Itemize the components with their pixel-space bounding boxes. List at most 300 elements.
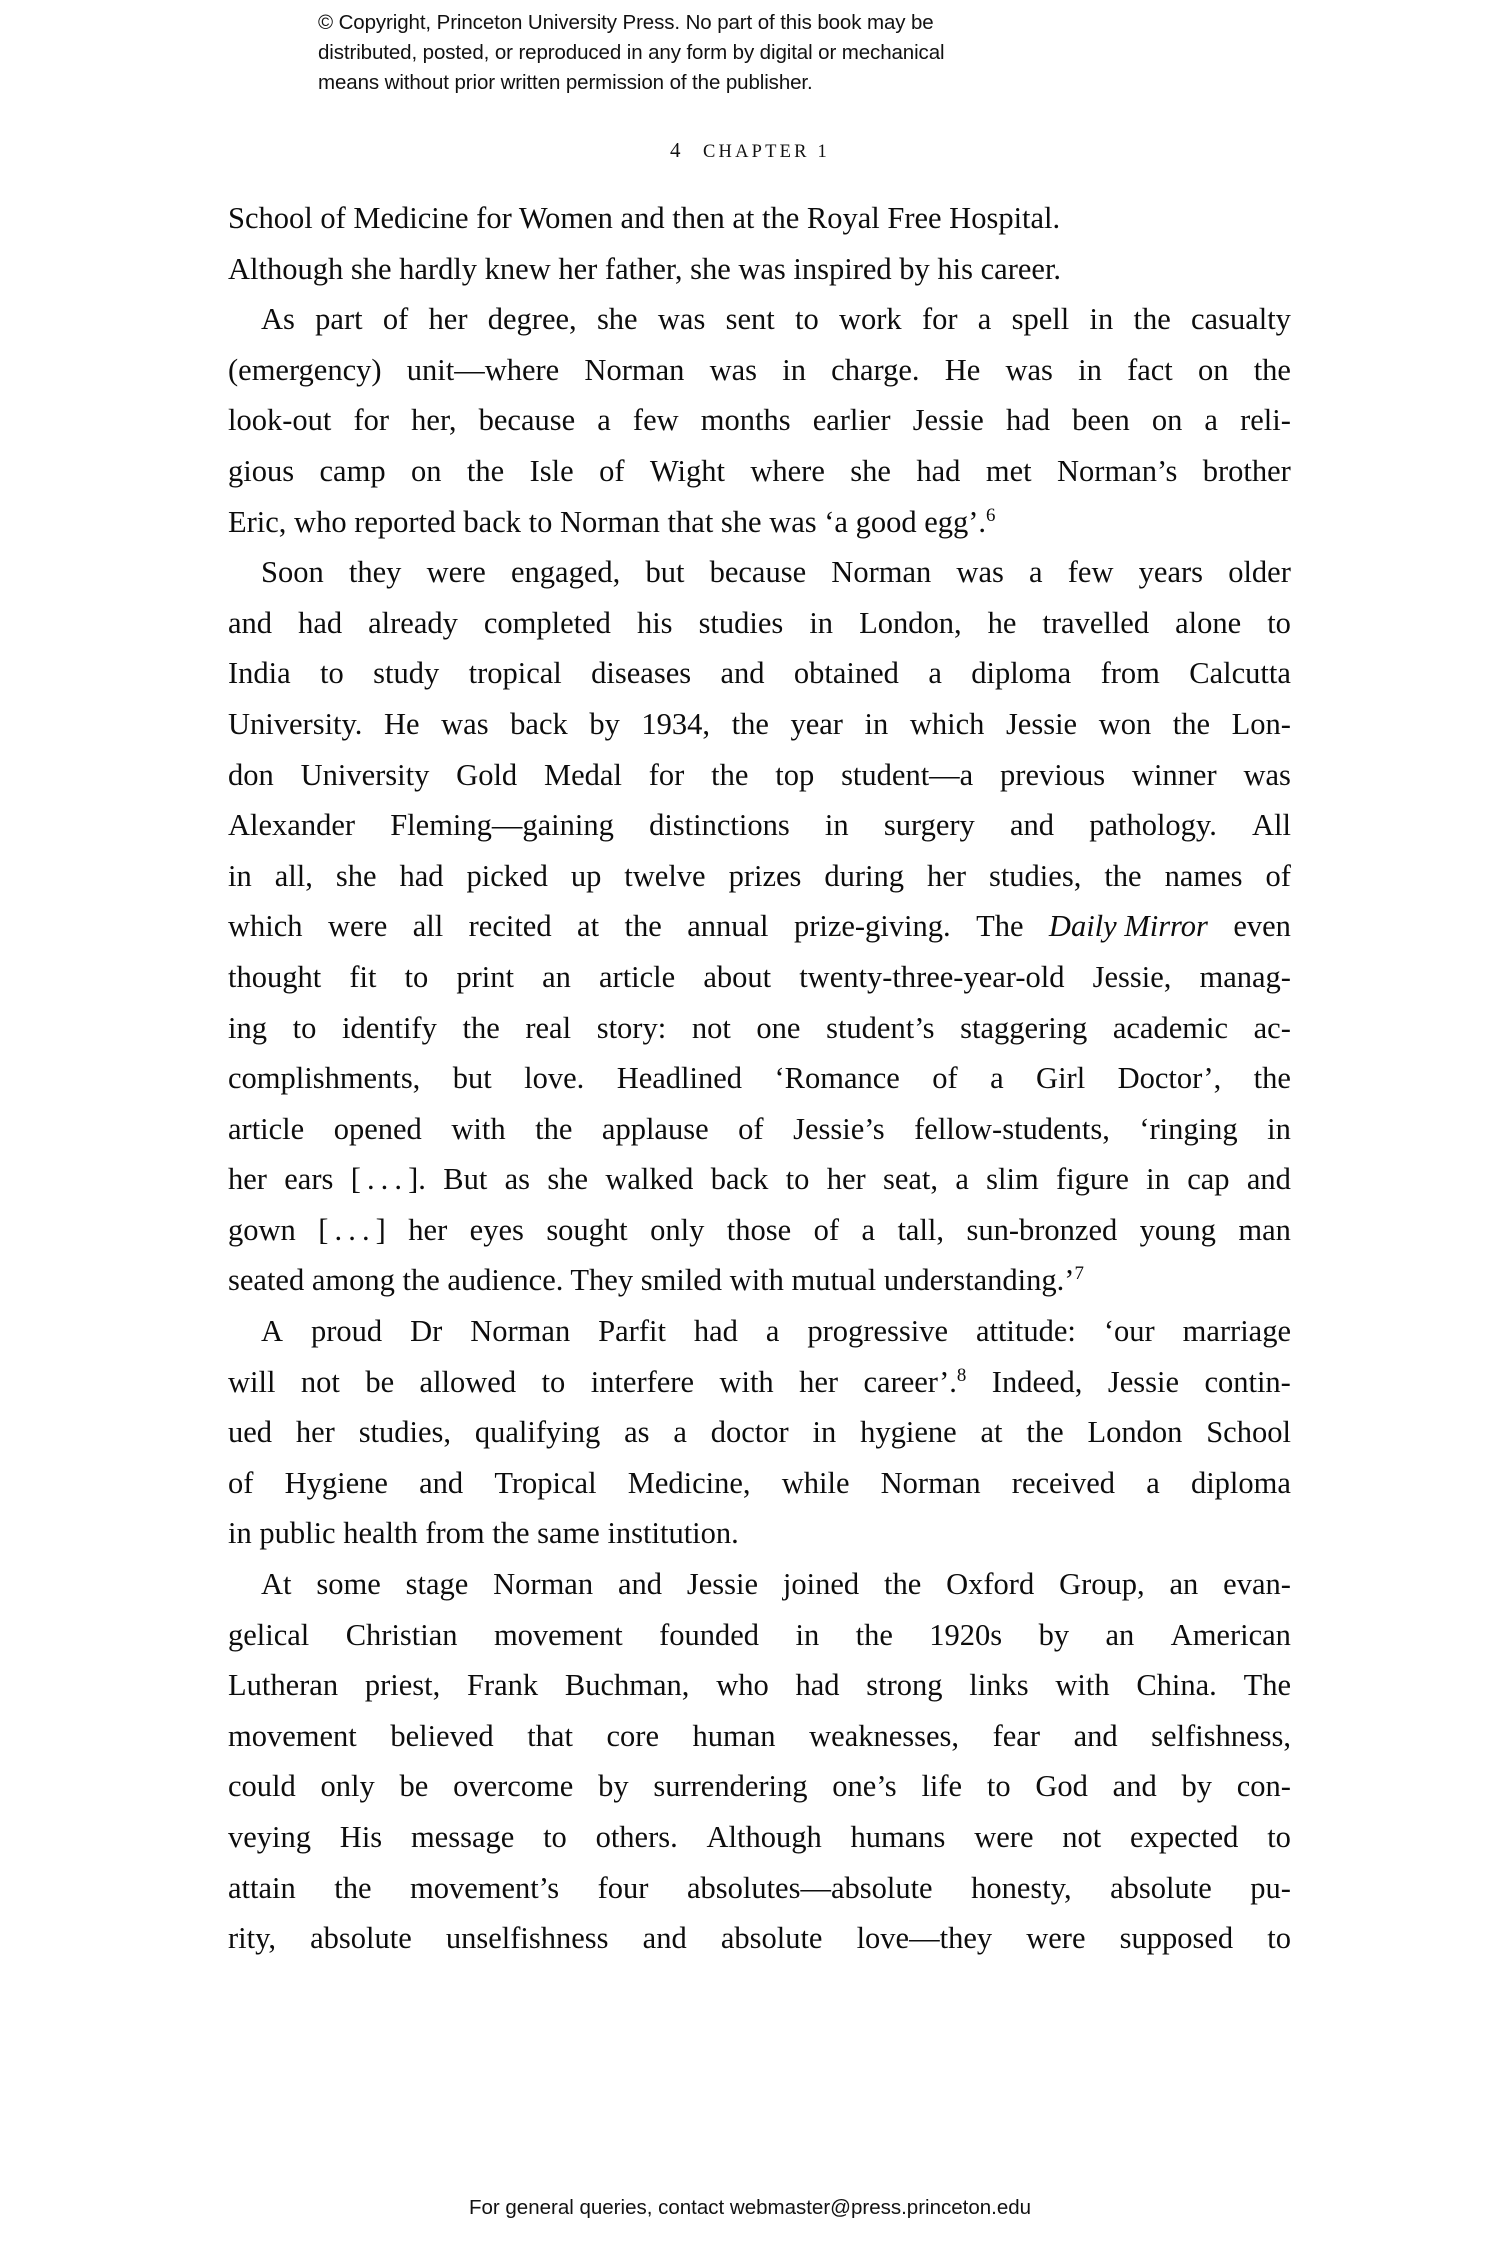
text-run: Jessie (1005, 706, 1078, 741)
text-run: were (426, 555, 486, 590)
text-run: prizes (728, 858, 802, 893)
text-run: unit—where (406, 352, 560, 387)
text-run: Frank (466, 1668, 539, 1703)
text-run: they (348, 555, 402, 590)
text-run: Although (706, 1820, 822, 1854)
text-run: from (1100, 656, 1160, 691)
text-run: twelve (624, 858, 706, 893)
text-run: as (504, 1162, 531, 1197)
text-run: already (368, 605, 458, 640)
text-run: Indeed, (991, 1364, 1083, 1399)
text-run: Lutheran (228, 1668, 339, 1703)
text-run: the (1026, 1415, 1064, 1450)
text-line (228, 699, 1291, 750)
text-run: had (693, 1314, 738, 1349)
text-run: Norman (831, 555, 932, 590)
text-run: Norman (493, 1567, 594, 1602)
text-run: complishments, (228, 1061, 421, 1096)
text-line (228, 1003, 1291, 1054)
text-run: by (1038, 1617, 1070, 1652)
text-run: for (648, 757, 685, 792)
copyright-line-3: means without prior written permission of the publisher. (318, 71, 813, 94)
text-run: 1934, (641, 706, 711, 741)
text-run: slim (986, 1162, 1039, 1197)
footnote-marker: 6 (986, 504, 996, 526)
text-run: the (1133, 302, 1171, 337)
text-run: some (316, 1567, 381, 1602)
text-run: Jessie (912, 403, 984, 438)
text-line: Although she hardly knew her father, she was inspired by his career. (228, 251, 1062, 286)
text-run: print (456, 959, 514, 994)
text-run: proud (310, 1314, 383, 1349)
text-run: not (300, 1364, 340, 1399)
text-run: annual (687, 909, 769, 944)
text-run: her (826, 1162, 866, 1197)
text-run: Jessie (686, 1567, 759, 1602)
text-run: his (636, 605, 673, 640)
text-run: Group, (1059, 1567, 1145, 1602)
text-run: University. (228, 706, 363, 741)
text-run: older (1228, 555, 1291, 590)
text-run: a (928, 656, 942, 691)
text-line (228, 1053, 1291, 1104)
text-run: message (410, 1820, 515, 1854)
text-run: had (916, 453, 961, 488)
text-run: of (738, 1111, 764, 1146)
text-run: ing (228, 1010, 267, 1045)
text-run: in (809, 605, 834, 640)
text-run: Headlined (616, 1061, 743, 1096)
text-run: he (987, 605, 1017, 640)
text-run: completed (483, 605, 611, 640)
text-run: recited (468, 909, 552, 944)
text-line (228, 1154, 1291, 1205)
text-run: But (443, 1162, 488, 1197)
text-run: an (1105, 1617, 1135, 1652)
text-run: ‘ringing (1139, 1111, 1238, 1146)
text-run: the (1172, 706, 1211, 741)
text-run: and (1246, 1162, 1291, 1197)
text-run: and (720, 656, 765, 691)
text-run: to (1267, 1820, 1291, 1854)
text-run: opened (333, 1111, 422, 1146)
text-run: few (632, 403, 679, 438)
text-run: back (510, 706, 568, 741)
text-run: founded (659, 1617, 760, 1652)
text-run: she (547, 1162, 589, 1197)
text-run: one (756, 1010, 801, 1045)
text-run: fact (1127, 352, 1173, 387)
text-run: of (813, 1212, 840, 1247)
text-run: as (624, 1415, 650, 1450)
text-run: evan- (1223, 1567, 1291, 1602)
text-run: core (606, 1718, 659, 1753)
text-run: work (838, 302, 902, 337)
footnote-marker: 7 (1074, 1263, 1084, 1285)
text-run: He (383, 706, 420, 741)
text-run: qualifying (474, 1415, 601, 1450)
text-run: and (1112, 1769, 1157, 1804)
text-run: others. (595, 1820, 678, 1854)
text-run: London, (859, 605, 962, 640)
text-run: doctor (710, 1415, 789, 1450)
text-run: absolute (720, 1921, 823, 1956)
text-run: she (850, 453, 891, 488)
text-line (228, 1357, 1291, 1408)
text-run: not (691, 1010, 731, 1045)
text-run: absolute (310, 1921, 412, 1956)
text-run: All (1252, 808, 1291, 843)
text-run: attitude: (975, 1314, 1076, 1349)
text-run: interfere (590, 1364, 694, 1399)
text-run: while (781, 1465, 850, 1500)
text-run: of (932, 1061, 958, 1096)
text-run: brother (1202, 453, 1291, 488)
text-run: stage (405, 1567, 469, 1602)
text-run: Fleming—gaining (390, 808, 614, 843)
text-run: contin- (1204, 1364, 1291, 1399)
text-run (1049, 901, 1208, 952)
text-run: in (228, 858, 252, 893)
text-run: only (650, 1212, 705, 1247)
text-run: to (320, 656, 344, 691)
text-run: in (812, 1415, 837, 1450)
text-line (228, 1761, 1291, 1812)
text-run: was (956, 555, 1004, 590)
text-run: all, (274, 858, 313, 893)
text-run: to (541, 1364, 566, 1399)
text-run: won (1098, 706, 1152, 741)
text-line (228, 1407, 1291, 1458)
text-run: to (292, 1010, 317, 1045)
text-run: gelical (228, 1617, 310, 1652)
text-run: studies, (358, 1415, 452, 1450)
text-run: about (703, 959, 772, 994)
text-run: was (657, 302, 706, 337)
text-run: but (645, 555, 685, 590)
text-run: for (353, 403, 390, 438)
text-run: a (955, 1162, 969, 1197)
text-run: had (298, 605, 343, 640)
text-run: the (334, 1870, 372, 1905)
text-run: the (731, 706, 769, 741)
text-run: the (624, 909, 662, 944)
text-run: the (1253, 1061, 1291, 1096)
text-run: surgery (883, 808, 975, 843)
text-run: con- (1236, 1769, 1291, 1804)
text-run: the (535, 1111, 573, 1146)
text-run: overcome (453, 1769, 574, 1804)
text-run: with (719, 1364, 774, 1399)
text-run: was (709, 352, 758, 387)
text-run: A (261, 1314, 284, 1349)
text-run: academic (1112, 1010, 1228, 1045)
page-footer: For general queries, contact webmaster@press.princeton.edu (468, 2196, 1032, 2219)
text-run: At (261, 1567, 292, 1602)
text-run: and (228, 605, 273, 640)
text-run: her (799, 1364, 839, 1399)
text-run: sun-bronzed (966, 1212, 1118, 1247)
text-run: in (1146, 1162, 1170, 1197)
text-run: joined (782, 1567, 860, 1602)
text-run: in (795, 1617, 820, 1652)
text-run: Jessie (1107, 1364, 1179, 1399)
text-run: applause (601, 1111, 709, 1146)
text-run: studies, (988, 858, 1082, 893)
text-run: love—they (856, 1921, 993, 1956)
text-run: by (1181, 1769, 1212, 1804)
text-run: her (408, 1212, 448, 1247)
text-run: hygiene (860, 1415, 957, 1450)
text-run: ears (284, 1162, 334, 1197)
text-run: back (710, 1162, 769, 1197)
text-run: fit (349, 959, 377, 994)
text-run: had (795, 1668, 840, 1703)
text-run: Hygiene (284, 1465, 388, 1500)
text-run: winner (1131, 757, 1217, 792)
text-run: links (969, 1668, 1029, 1703)
text-run: Oxford (946, 1567, 1035, 1602)
text-run: four (597, 1870, 649, 1905)
text-run: few (1067, 555, 1114, 590)
text-line: School of Medicine for Women and then at the Royal Free Hospital. (228, 201, 1061, 235)
text-run: her, (411, 403, 457, 438)
text-run: expected (1130, 1820, 1239, 1854)
text-run: engaged, (511, 555, 621, 590)
text-run: ac- (1253, 1010, 1291, 1045)
text-run: received (1011, 1465, 1116, 1500)
text-line (228, 1104, 1291, 1155)
text-run: and (1009, 808, 1054, 843)
text-run: be (365, 1364, 395, 1399)
text-run: Gold (456, 757, 518, 792)
text-run: progressive (807, 1314, 948, 1349)
text-line (228, 1660, 1291, 1711)
text-run: Lon- (1231, 706, 1291, 741)
text-run: earlier (812, 403, 891, 438)
text-run: of (1265, 858, 1291, 893)
text-run: picked (466, 858, 548, 893)
text-run: reli- (1240, 403, 1291, 438)
text-run: humans (850, 1820, 946, 1854)
text-run: School (1206, 1415, 1291, 1450)
text-line (228, 1913, 1291, 1964)
text-run: those (726, 1212, 792, 1247)
text-run: Isle (529, 453, 574, 488)
text-run: were (1026, 1921, 1086, 1956)
text-run: ‘our (1103, 1314, 1155, 1349)
text-run: China. (1136, 1668, 1217, 1703)
chapter-title: CHAPTER 1 (703, 142, 830, 162)
text-run: her (927, 858, 966, 893)
text-run: of (382, 302, 409, 337)
text-run: weaknesses, (809, 1718, 960, 1753)
text-run: student’s (826, 1010, 935, 1045)
text-run: Christian (345, 1617, 458, 1652)
text-run: The (1243, 1668, 1291, 1703)
text-run: distinctions (649, 808, 790, 843)
text-run: on (411, 453, 442, 488)
text-run: real (525, 1010, 572, 1045)
text-run: alone (1175, 605, 1242, 640)
text-run: article (228, 1111, 305, 1146)
text-run: London (1087, 1415, 1183, 1450)
text-run: Tropical (494, 1465, 597, 1500)
text-run: with (1055, 1668, 1110, 1703)
text-run: camp (319, 453, 386, 488)
text-run: ued (228, 1415, 273, 1450)
text-run: a (1029, 555, 1043, 590)
text-run: study (373, 656, 440, 691)
text-run: story: (596, 1010, 667, 1045)
text-run: a (597, 403, 611, 438)
text-run: studies (698, 605, 784, 640)
text-run: a (1204, 403, 1218, 438)
text-run: but (452, 1061, 492, 1096)
text-run: one’s (832, 1769, 897, 1804)
text-run: to (986, 1769, 1011, 1804)
text-run: which (228, 909, 303, 944)
text-run: an (542, 959, 571, 994)
text-run: and (642, 1921, 687, 1956)
text-run: life (921, 1769, 963, 1804)
text-run: Norman’s (1057, 453, 1178, 488)
text-run: was (1243, 757, 1291, 792)
text-line (228, 1306, 1291, 1357)
text-run: to (543, 1820, 567, 1854)
text-run: because (709, 555, 807, 590)
text-run: her (428, 302, 468, 337)
text-run: attain (228, 1870, 296, 1905)
running-head (0, 138, 1500, 163)
text-line (228, 750, 1291, 801)
text-run: movement’s (410, 1870, 560, 1905)
text-run: Calcutta (1189, 656, 1291, 691)
text-run: veying (228, 1820, 312, 1854)
text-run: for (921, 302, 958, 337)
text-run: cap (1187, 1162, 1230, 1197)
text-run: God (1035, 1769, 1088, 1804)
text-run: fellow-students, (914, 1111, 1110, 1146)
text-run: in (824, 808, 849, 843)
text-run: in (1089, 302, 1114, 337)
text-run: pathology. (1089, 808, 1217, 843)
text-run: an (1169, 1567, 1199, 1602)
text-line: in public health from the same institution. (228, 1516, 739, 1551)
text-run: year (790, 706, 843, 741)
text-line (228, 952, 1291, 1003)
text-run: the (884, 1567, 922, 1602)
text-run: to (404, 959, 429, 994)
text-line (228, 1205, 1291, 1256)
text-run: by (598, 1769, 629, 1804)
text-run: charge. (831, 352, 920, 387)
text-run: by (589, 706, 620, 741)
text-run: Wight (649, 453, 725, 488)
text-run: in (1078, 352, 1102, 387)
text-run: seat, (882, 1162, 938, 1197)
text-run: gious (228, 453, 295, 488)
text-run: man (1238, 1212, 1291, 1247)
text-run: to (785, 1162, 810, 1197)
text-run: could (228, 1769, 296, 1804)
text-run: in (1267, 1111, 1291, 1146)
text-line: seated among the audience. They smiled with mutual understanding.’$^7$ (228, 1263, 1084, 1298)
text-run: staggering (960, 1010, 1088, 1045)
text-run: Alexander (228, 808, 356, 843)
text-run: which (909, 706, 985, 741)
text-run: supposed (1119, 1921, 1234, 1956)
text-run: previous (1000, 757, 1106, 792)
text-line (228, 1458, 1291, 1509)
text-run: Girl (1036, 1061, 1086, 1096)
text-run: tall, (897, 1212, 945, 1247)
text-run: allowed (419, 1364, 517, 1399)
text-run: was (441, 706, 489, 741)
text-run: figure (1056, 1162, 1129, 1197)
text-line (228, 345, 1291, 396)
text-run: up (570, 858, 602, 893)
text-line (228, 547, 1291, 598)
text-run: not (1062, 1820, 1102, 1854)
text-line (228, 598, 1291, 649)
text-run: young (1139, 1212, 1216, 1247)
text-line (228, 395, 1291, 446)
text-run: because (478, 403, 576, 438)
text-run: surrendering (653, 1769, 808, 1804)
text-run: travelled (1042, 605, 1150, 640)
text-run: The (976, 909, 1024, 944)
text-run: casualty (1191, 302, 1291, 337)
text-run: the (1253, 352, 1291, 387)
text-run: pu- (1250, 1870, 1291, 1905)
text-run: Doctor’, (1117, 1061, 1222, 1096)
text-line (228, 901, 1291, 952)
text-run: at (980, 1415, 1003, 1450)
text-run: priest, (364, 1668, 441, 1703)
text-run: As (261, 302, 295, 337)
text-run: Dr (410, 1314, 443, 1349)
text-run: twenty-three-year-old (799, 959, 1065, 994)
text-run: all (412, 909, 444, 944)
text-run: eyes (469, 1212, 524, 1247)
page-number: 4 (670, 138, 682, 162)
text-run: His (339, 1820, 383, 1854)
text-run: on (1151, 403, 1183, 438)
text-run: been (1072, 403, 1130, 438)
text-run: met (985, 453, 1032, 488)
text-run: 1920s (929, 1617, 1003, 1652)
text-run: only (320, 1769, 375, 1804)
text-run: strong (866, 1668, 943, 1703)
text-line (228, 1711, 1291, 1762)
text-run: and (1073, 1718, 1118, 1753)
text-run: of (599, 453, 625, 488)
text-run: at (577, 909, 600, 944)
text-run: He (944, 352, 981, 387)
text-run: Jessie, (1092, 959, 1172, 994)
text-run: her (228, 1162, 267, 1197)
text-run: movement (228, 1718, 357, 1753)
text-run: the (711, 757, 749, 792)
text-run: India (228, 656, 291, 691)
copyright-line-1: © Copyright, Princeton University Press. No part of this book may be (318, 11, 934, 34)
text-line (228, 294, 1291, 345)
text-run: of (228, 1465, 254, 1500)
text-run: love. (524, 1061, 585, 1096)
text-run: [ . . . ] (318, 1212, 386, 1247)
text-run: a (1146, 1465, 1160, 1500)
